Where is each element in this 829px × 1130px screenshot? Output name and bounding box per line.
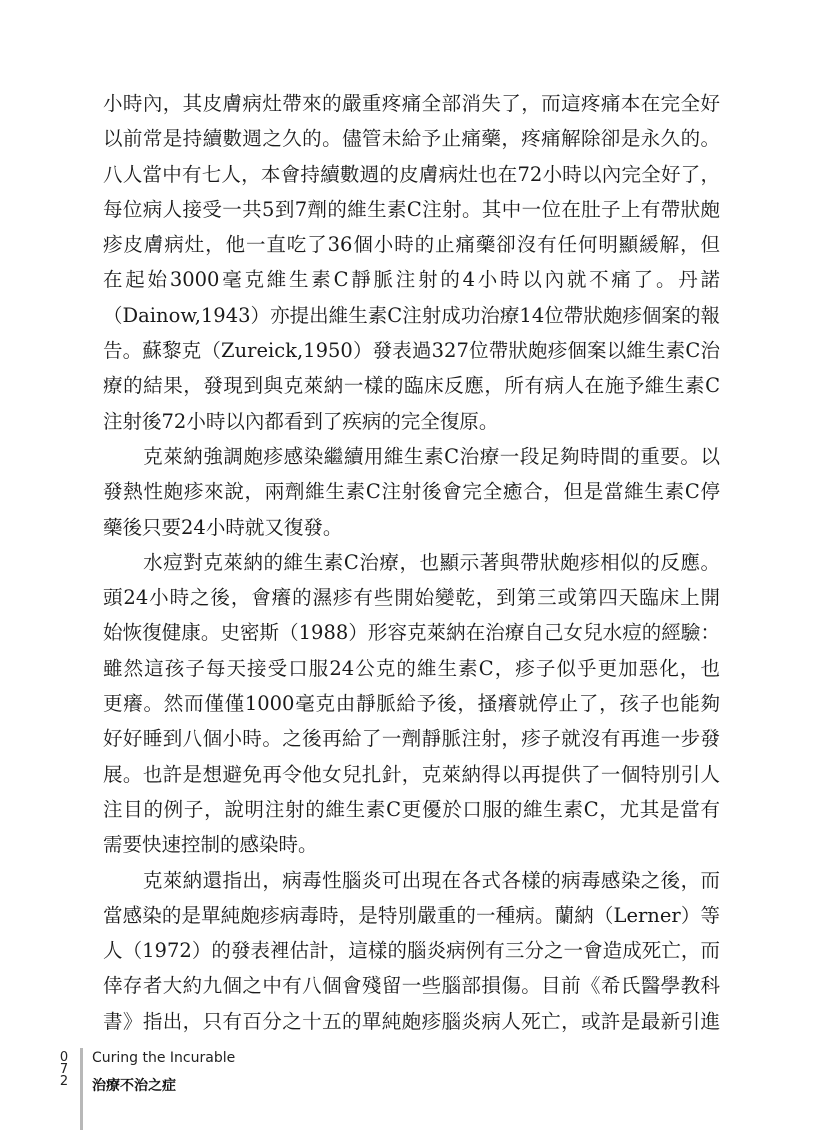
text-line: 水痘對克萊納的維生素C治療，也顯示著與帶狀皰疹相似的反應。 (103, 550, 720, 574)
paragraph (103, 863, 720, 1039)
page-number (58, 1052, 70, 1088)
text-line: 每位病人接受一共5到7劑的維生素C注射。其中一位在肚子上有帶狀皰 (103, 197, 720, 221)
text-line: 小時內，其皮膚病灶帶來的嚴重疼痛全部消失了，而這疼痛本在完全好 (103, 92, 720, 115)
text-line: 以前常是持續數週之久的。儘管未給予止痛藥，疼痛解除卻是永久的。 (103, 127, 720, 151)
text-line: 好好睡到八個小時。之後再給了一劑靜脈注射，疹子就沒有再進一步發 (103, 727, 720, 751)
text-line: 需要快速控制的感染時。 (103, 833, 318, 857)
book-title-chinese: 治療不治之症 (92, 1078, 176, 1094)
text-line: 書》指出，只有百分之十五的單純皰疹腦炎病人死亡，或許是最新引進 (103, 1009, 720, 1033)
text-line: 注射後72小時以內都看到了疾病的完全復原。 (103, 409, 499, 433)
body-text (103, 86, 720, 1039)
footer-divider (80, 1048, 83, 1130)
text-line: 療的結果，發現到與克萊納一樣的臨床反應，所有病人在施予維生素C (103, 374, 720, 398)
text-line: 克萊納強調皰疹感染繼續用維生素C治療一段足夠時間的重要。以 (103, 444, 720, 468)
text-line: 注目的例子，說明注射的維生素C更優於口服的維生素C，尤其是當有 (103, 797, 720, 821)
book-title-english: Curing the Incurable (92, 1050, 236, 1066)
text-line: 藥後只要24小時就又復發。 (103, 515, 343, 539)
page-footer (0, 1040, 829, 1130)
paragraph (103, 86, 720, 439)
page-number-digit: 7 (59, 1062, 69, 1077)
text-line: （Dainow,1943）亦提出維生素C注射成功治療14位帶狀皰疹個案的報 (103, 303, 720, 327)
paragraph (103, 439, 720, 545)
text-line: 展。也許是想避免再令他女兒扎針，克萊納得以再提供了一個特別引人 (103, 762, 720, 786)
text-line: 疹皮膚病灶，他一直吃了36個小時的止痛藥卻沒有任何明顯緩解，但 (103, 233, 720, 257)
text-line: 發熱性皰疹來說，兩劑維生素C注射後會完全癒合，但是當維生素C停 (103, 480, 720, 504)
text-line: 更癢。然而僅僅1000毫克由靜脈給予後，搔癢就停止了，孩子也能夠 (103, 692, 720, 716)
text-line: 頭24小時之後，會癢的濕疹有些開始變乾，到第三或第四天臨床上開 (103, 586, 720, 610)
text-line: 倖存者大約九個之中有八個會殘留一些腦部損傷。目前《希氏醫學教科 (103, 974, 720, 998)
page-number-digit: 0 (59, 1050, 69, 1065)
text-line: 八人當中有七人，本會持續數週的皮膚病灶也在72小時以內完全好了， (103, 162, 720, 186)
text-line: 克萊納還指出，病毒性腦炎可出現在各式各樣的病毒感染之後，而 (103, 868, 720, 892)
page-number-digit: 2 (59, 1074, 69, 1089)
text-line: 告。蘇黎克（Zureick,1950）發表過327位帶狀皰疹個案以維生素C治 (103, 339, 720, 363)
text-line: 當感染的是單純皰疹病毒時，是特別嚴重的一種病。蘭納（Lerner）等 (103, 903, 720, 927)
text-line: 在起始3000毫克維生素C靜脈注射的4小時以內就不痛了。丹諾 (103, 268, 720, 292)
paragraph (103, 545, 720, 863)
text-line: 雖然這孩子每天接受口服24公克的維生素C，疹子似乎更加惡化，也 (103, 656, 720, 680)
text-line: 人（1972）的發表裡估計，這樣的腦炎病例有三分之一會造成死亡，而 (103, 939, 720, 963)
text-line: 始恢復健康。史密斯（1988）形容克萊納在治療自己女兒水痘的經驗： (103, 621, 720, 645)
